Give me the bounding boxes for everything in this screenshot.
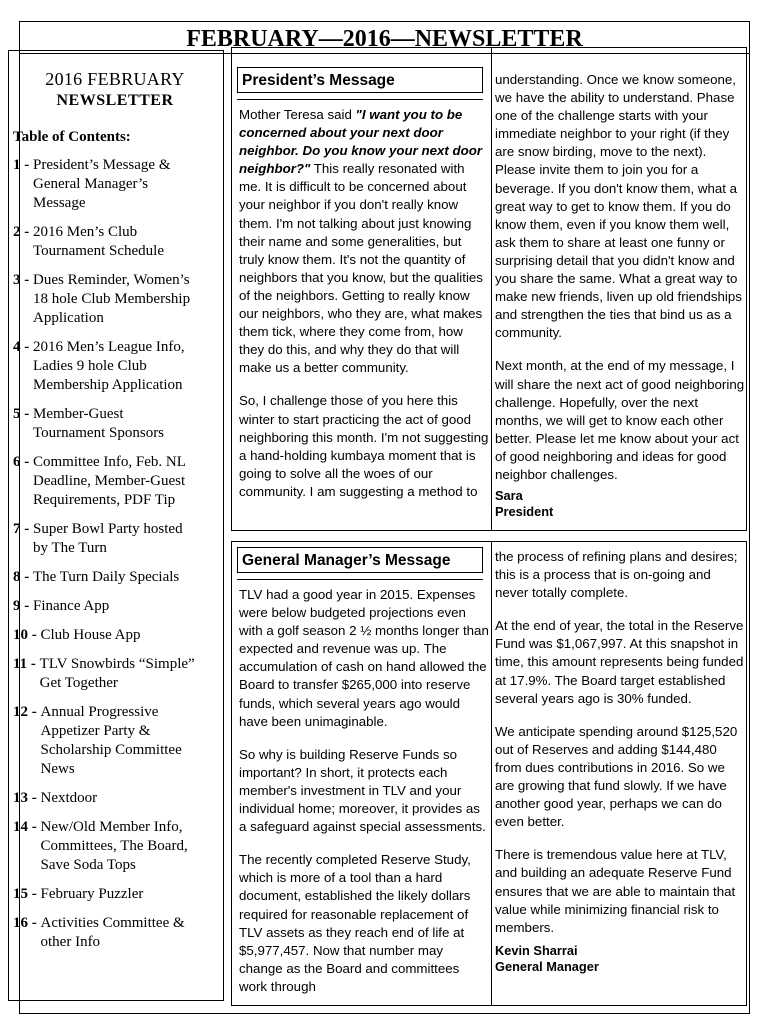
toc-item [13,405,217,443]
toc-item-number: 11 - [13,656,40,672]
toc-item-text: Member-Guest Tournament Sponsors [33,406,165,441]
toc-item-number: 12 - [13,704,41,720]
toc-item-number: 2 - [13,224,33,240]
gm-message-box [231,541,747,1006]
mother-teresa-quote: "I want you to be concerned about your next door neighbor. Do you know your next door neighbor?" [239,107,483,177]
toc-item-text: TLV Snowbirds “Simple” Get Together [39,656,195,691]
toc-item-number: 5 - [13,406,33,422]
gm-signature-title: General Manager [495,958,599,974]
president-signature-title: President [495,504,554,520]
presidents-message-heading: President’s Message [237,67,483,93]
toc-item-number: 3 - [13,272,33,288]
toc-item-number: 1 - [13,157,33,173]
toc-item [13,223,217,261]
toc-item [13,568,217,587]
presidents-message-paragraph-2-start: So, I challenge those of you here this winter to start practicing the act of good neighboring this month. I'm not suggesting a hand-holding kumbaya moment that is going to solve all the woes of our community. I am suggesting a method to [239,393,489,499]
toc-item-text: 2016 Men’s League Info, Ladies 9 hole Club Membership Application [33,339,185,393]
toc-item-text: Finance App [33,598,110,614]
toc-item-text: February Puzzler [40,886,144,902]
toc-item-text: Activities Committee & other Info [40,915,185,950]
gm-message-paragraph-5: We anticipate spending around $125,520 out of Reserves and adding $144,480 from dues contributions in 2016. So we are growing that fund slowly. If we have another good year, perhaps we can do even better. [495,723,738,830]
president-signature-name: Sara [495,488,523,504]
gm-message-paragraph-3-end: the process of refining plans and desires; this is a process that is on-going and never totally complete. [495,549,738,601]
toc-label: Table of Contents: [13,129,131,145]
gm-message-column-right [495,548,745,975]
quote-intro: Mother Teresa said [239,107,356,122]
gm-message-paragraph-3-start: The recently completed Reserve Study, which is more of a tool than a hard document, established the likely dollars required for reasonable replacement of TLV assets as they reach end of life at $5,977,457. Now that number may change as the Board and committees work through [239,852,471,994]
gm-signature-name: Kevin Sharrai [495,942,578,958]
gm-message-heading: General Manager’s Message [237,547,483,573]
toc-item [13,655,217,693]
toc-item-text: The Turn Daily Specials [33,569,180,585]
gm-message-column-left [239,586,489,1001]
toc-item-text: 2016 Men’s Club Tournament Schedule [33,224,164,259]
toc-item-number: 13 - [13,790,41,806]
gm-message-paragraph-6: There is tremendous value here at TLV, and building an adequate Reserve Fund ensures that we are able to maintain that value while minimizing financial risk to members. [495,847,736,935]
toc-item [13,597,217,616]
toc-item [13,885,217,904]
toc-item-text: Super Bowl Party hosted by The Turn [33,521,183,556]
gm-message-paragraph-2: So why is building Reserve Funds so important? In short, it protects each member's investment in TLV and your individual home; moreover, it provides as a safeguard against special assessments. [239,746,486,835]
sidebar-heading-month: 2016 FEBRUARY [45,69,185,89]
toc-item-number: 16 - [13,915,41,931]
toc-item [13,789,217,808]
toc-item-text: Nextdoor [40,790,98,806]
toc-item-number: 10 - [13,627,41,643]
toc-item-text: Dues Reminder, Women’s 18 hole Club Membership Application [33,272,191,326]
paragraph-1-rest: This really resonated with me. It is difficult to be concerned about your neighbor if you don't really know them. I'm not talking about just knowing their name and some generalities, but truly know them. It's not the quantity of neighbors that you know, but the qualities of the neighbors. Getting to really know our neighbors, who they are, what makes them tick, where they come from, how they do this, and why they do that will make us a better community. [239,161,483,376]
newsletter-title: FEBRUARY—2016—NEWSLETTER [20,22,749,54]
toc-item [13,818,217,875]
column-divider [491,542,492,1005]
presidents-message-paragraph-2-end: understanding. Once we know someone, we have the ability to understand. Phase one of the challenge starts with your immediate neighbor to your right (if they are snow birding, move to the next). Please invite them to join you for a beverage. If you don't know them, what a great way to get to know them. If you do know them, even if you know them well, ask them to share at least one funny or surprising detail that you didn't know and you share the same. What a great way to make new friends, liven up old friendships and strengthen the ties that bind us as a community. [495,72,742,341]
toc-item-number: 7 - [13,521,33,537]
toc-item-number: 6 - [13,454,33,470]
toc-item [13,914,217,952]
presidents-message-box [231,47,747,531]
table-of-contents-sidebar [8,50,224,1001]
toc-item [13,453,217,510]
heading-rule [237,99,483,100]
toc-item-text: Annual Progressive Appetizer Party & Scholarship Committee News [40,704,182,777]
toc-item [13,626,217,645]
sidebar-heading-newsletter: NEWSLETTER [56,92,174,109]
gm-message-paragraph-4: At the end of year, the total in the Reserve Fund was $1,067,997. At this snapshot in time, this amount represents being funded at 17.9%. The Board target established several years ago is 30% funded. [495,618,744,706]
toc-item-text: New/Old Member Info, Committees, The Board, Save Soda Tops [40,819,188,873]
presidents-message-paragraph-1 [239,106,489,377]
toc-item-text: President’s Message & General Manager’s Message [33,157,171,211]
presidents-message-column-right [495,71,745,520]
toc-item-number: 4 - [13,339,33,355]
toc-item-number: 8 - [13,569,33,585]
heading-rule [237,579,483,580]
toc-item [13,271,217,328]
toc-item-number: 9 - [13,598,33,614]
toc-item [13,703,217,779]
presidents-message-column-left [239,106,489,526]
toc-item [13,520,217,558]
presidents-message-paragraph-3: Next month, at the end of my message, I will share the next act of good neighboring challenge. Hopefully, over the next months, we will get to know each other better. Please let me know about your act of good neighboring and ideas for good neighbor challenges. [495,358,745,482]
column-divider [491,48,492,530]
toc-item [13,338,217,395]
toc-item-number: 14 - [13,819,41,835]
toc-item-number: 15 - [13,886,41,902]
toc-list [13,156,217,952]
toc-item [13,156,217,213]
toc-item-text: Club House App [40,627,141,643]
gm-message-paragraph-1: TLV had a good year in 2015. Expenses were below budgeted projections even with a golf season 2 ½ months longer than expected and revenue was up. The accumulation of cash on hand allowed the Board to transfer $265,000 into reserve funds, which several years ago would have been unimaginable. [239,587,489,729]
toc-item-text: Committee Info, Feb. NL Deadline, Member-Guest Requirements, PDF Tip [33,454,186,508]
